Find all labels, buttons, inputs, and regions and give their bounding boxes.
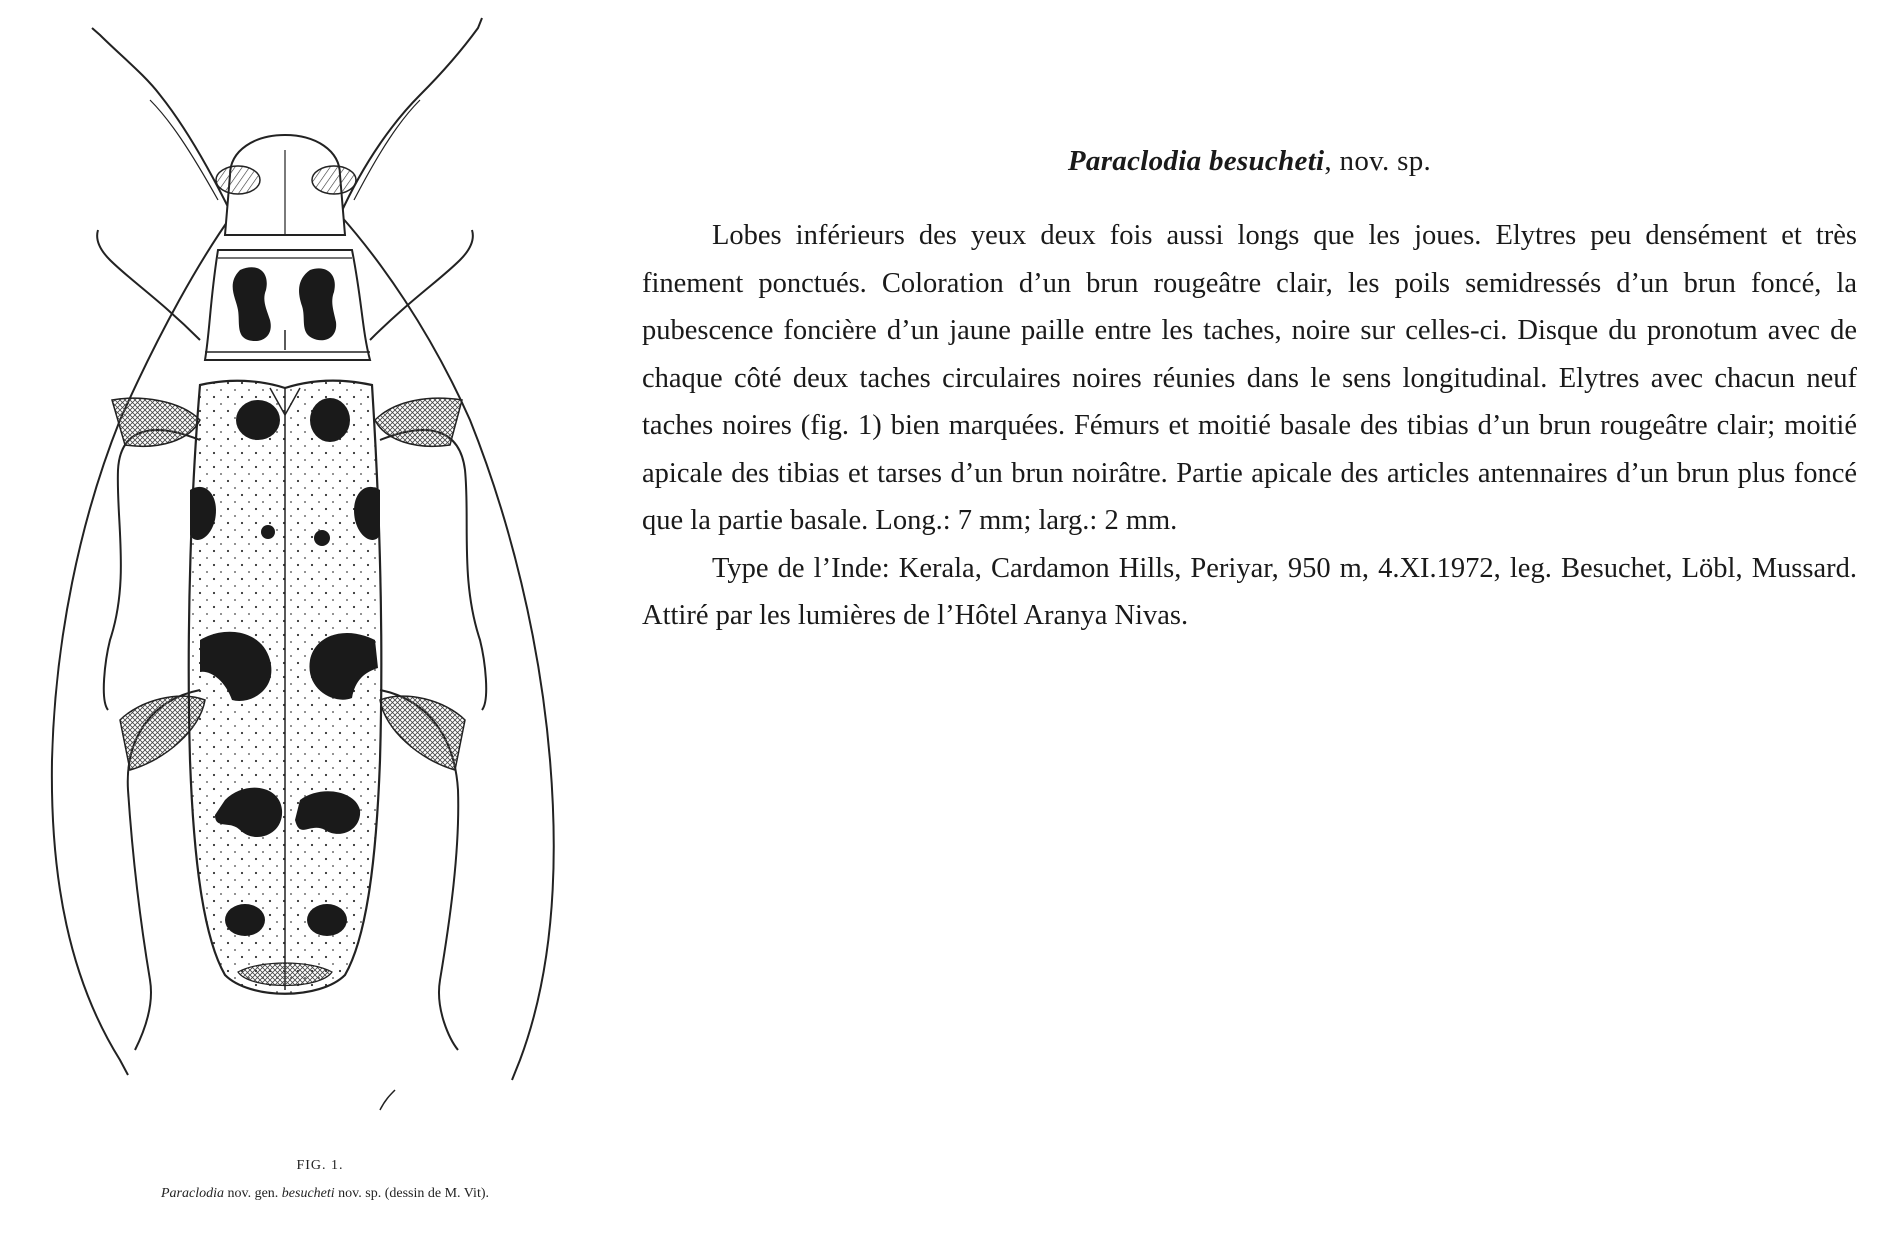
species-suffix: , nov. sp. <box>1324 145 1432 177</box>
figure-number: FIG. 1. <box>296 1158 344 1173</box>
type-locality-paragraph: Type de l’Inde: Kerala, Cardamon Hills, Periyar, 950 m, 4.XI.1972, leg. Besuchet, Löbl, Mussard. Attiré par les lumières de l’Hôtel Aranya Nivas. <box>642 552 1857 631</box>
species-description <box>642 145 1857 640</box>
species-title <box>642 145 1857 178</box>
caption-species: besucheti <box>281 1186 335 1201</box>
figure-caption <box>20 1186 630 1202</box>
description-paragraph: Lobes inférieurs des yeux deux fois aussi longs que les joues. Elytres peu densément et très finement ponctués. Coloration d’un brun rougeâtre clair, les poils semidressés d’un brun foncé, la pubescence foncière d’un jaune paille entre les taches, noire sur celles-ci. Disque du pronotum avec de chaque côté deux taches circulaires noires réunies dans le sens longitudinal. Elytres avec chacun neuf taches noires (fig. 1) bien marquées. Fémurs et moitié basale des tibias d’un brun rougeâtre clair; moitié apicale des tibias et tarses d’un brun noirâtre. Partie apicale des articles antennaires d’un brun plus foncé que la partie basale. Long.: 7 mm; larg.: 2 mm. <box>642 220 1857 536</box>
head <box>216 135 356 235</box>
species-name: Paraclodia besucheti <box>1067 145 1325 177</box>
caption-genus: Paraclodia <box>160 1186 224 1201</box>
beetle-drawing <box>0 0 640 1170</box>
caption-nov-gen: nov. gen. <box>223 1186 282 1201</box>
caption-rest: nov. sp. (dessin de M. Vit). <box>334 1186 489 1201</box>
signature-mark <box>380 1090 395 1110</box>
pronotum <box>205 250 370 360</box>
elytra <box>189 381 382 994</box>
figure-panel <box>0 0 640 1243</box>
